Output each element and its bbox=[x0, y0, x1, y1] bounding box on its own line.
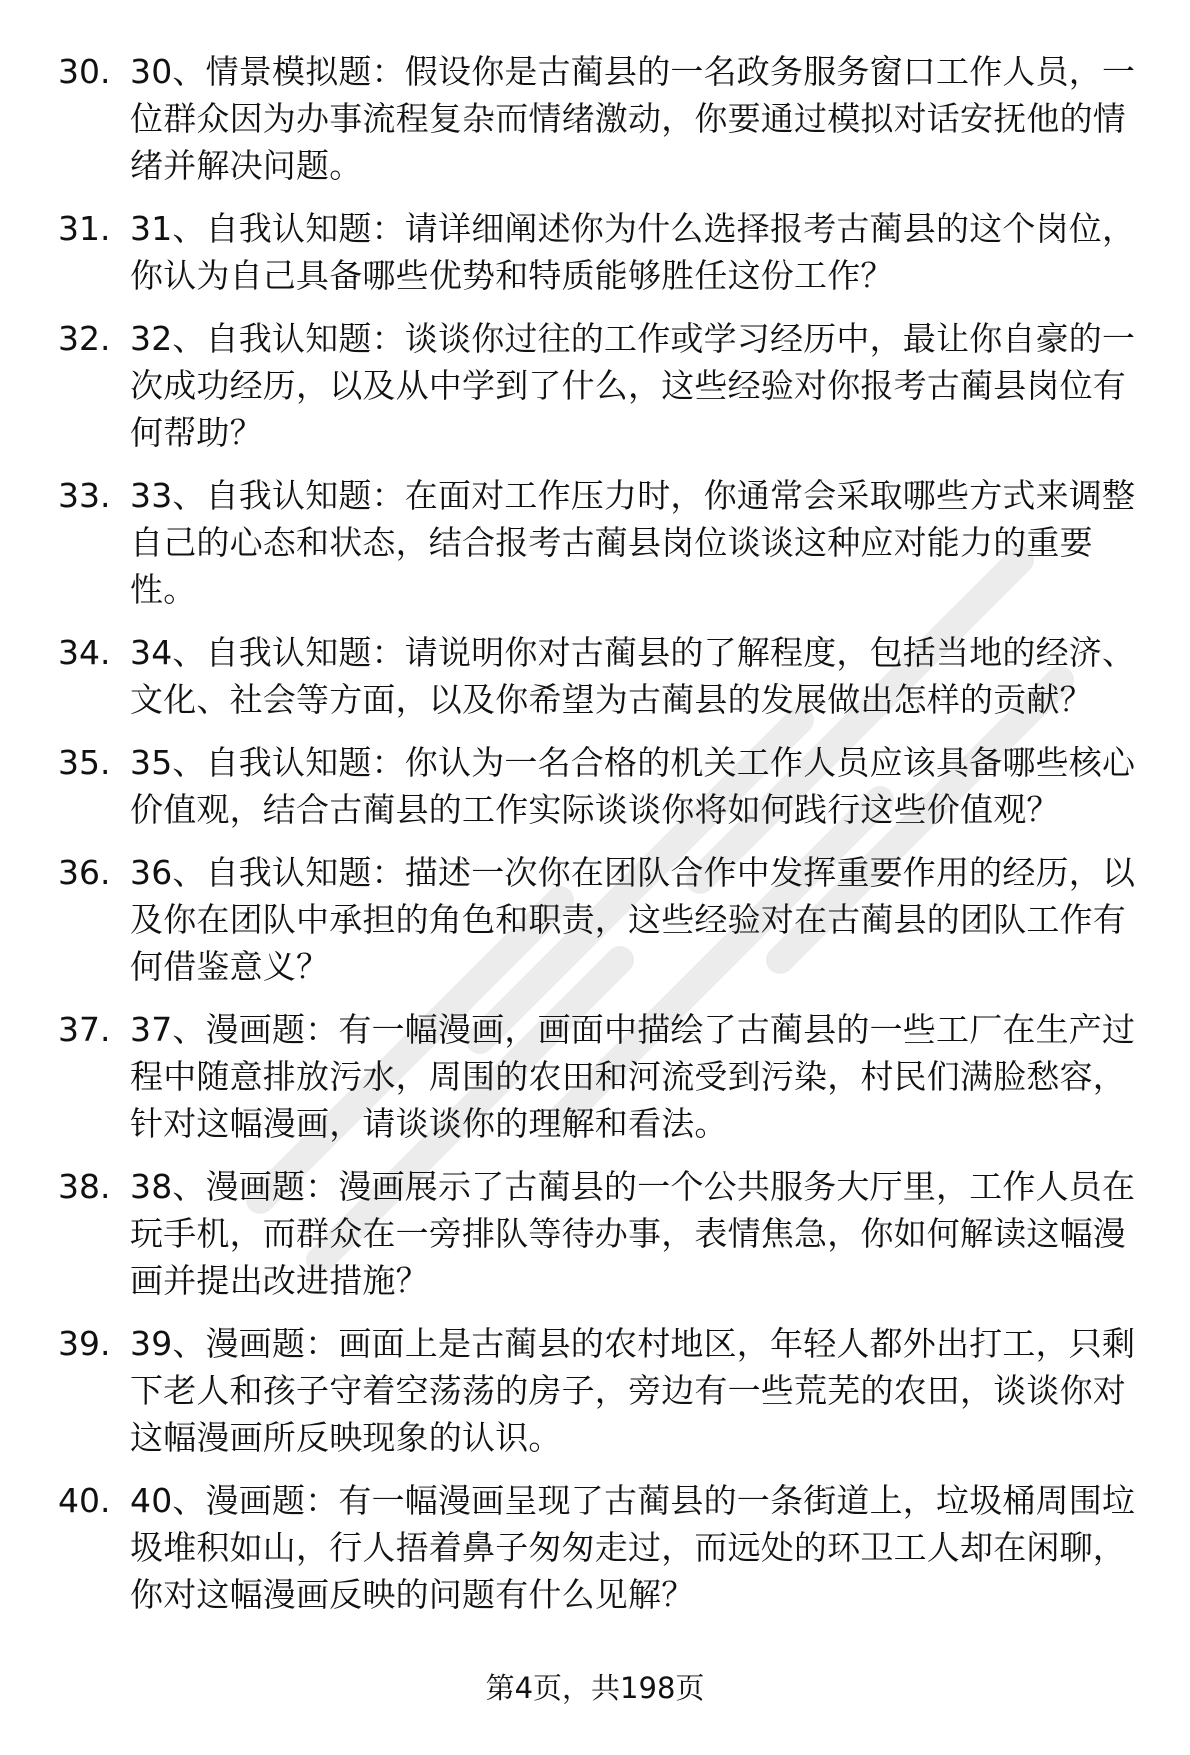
question-item bbox=[58, 629, 1148, 723]
question-item bbox=[58, 1320, 1148, 1461]
question-number: 31. bbox=[58, 209, 111, 248]
question-number: 35. bbox=[58, 743, 111, 782]
question-number: 39. bbox=[58, 1324, 111, 1363]
question-number: 38. bbox=[58, 1167, 111, 1206]
question-text: 39、漫画题：画面上是古蔺县的农村地区，年轻人都外出打工，只剩下老人和孩子守着空荡荡的房子，旁边有一些荒芜的农田，谈谈你对这幅漫画所反映现象的认识。 bbox=[130, 1324, 1136, 1457]
question-number: 33. bbox=[58, 476, 111, 515]
question-text: 40、漫画题：有一幅漫画呈现了古蔺县的一条街道上，垃圾桶周围垃圾堆积如山，行人捂着鼻子匆匆走过，而远处的环卫工人却在闲聊，你对这幅漫画反映的问题有什么见解？ bbox=[130, 1481, 1136, 1614]
question-text: 33、自我认知题：在面对工作压力时，你通常会采取哪些方式来调整自己的心态和状态，结合报考古蔺县岗位谈谈这种应对能力的重要性。 bbox=[130, 476, 1136, 609]
question-number: 40. bbox=[58, 1481, 111, 1520]
question-text: 38、漫画题：漫画展示了古蔺县的一个公共服务大厅里，工作人员在玩手机，而群众在一旁排队等待办事，表情焦急，你如何解读这幅漫画并提出改进措施？ bbox=[130, 1167, 1136, 1300]
question-number: 34. bbox=[58, 633, 111, 672]
question-text: 36、自我认知题：描述一次你在团队合作中发挥重要作用的经历，以及你在团队中承担的角色和职责，这些经验对在古蔺县的团队工作有何借鉴意义？ bbox=[130, 853, 1136, 986]
question-item bbox=[58, 739, 1148, 833]
question-item bbox=[58, 205, 1148, 299]
question-text: 35、自我认知题：你认为一名合格的机关工作人员应该具备哪些核心价值观，结合古蔺县的工作实际谈谈你将如何践行这些价值观？ bbox=[130, 743, 1136, 829]
question-text: 30、情景模拟题：假设你是古蔺县的一名政务服务窗口工作人员，一位群众因为办事流程复杂而情绪激动，你要通过模拟对话安抚他的情绪并解决问题。 bbox=[130, 52, 1136, 185]
question-number: 32. bbox=[58, 319, 111, 358]
question-text: 31、自我认知题：请详细阐述你为什么选择报考古蔺县的这个岗位，你认为自己具备哪些优势和特质能够胜任这份工作？ bbox=[130, 209, 1136, 295]
question-item bbox=[58, 472, 1148, 613]
question-item bbox=[58, 48, 1148, 189]
question-text: 34、自我认知题：请说明你对古蔺县的了解程度，包括当地的经济、文化、社会等方面，以及你希望为古蔺县的发展做出怎样的贡献？ bbox=[130, 633, 1136, 719]
question-item bbox=[58, 1006, 1148, 1147]
question-item bbox=[58, 849, 1148, 990]
page-number: 第4页，共198页 bbox=[485, 1671, 705, 1705]
question-text: 32、自我认知题：谈谈你过往的工作或学习经历中，最让你自豪的一次成功经历，以及从中学到了什么，这些经验对你报考古蔺县岗位有何帮助？ bbox=[130, 319, 1136, 452]
question-text: 37、漫画题：有一幅漫画，画面中描绘了古蔺县的一些工厂在生产过程中随意排放污水，周围的农田和河流受到污染，村民们满脸愁容，针对这幅漫画，请谈谈你的理解和看法。 bbox=[130, 1010, 1136, 1143]
question-item bbox=[58, 315, 1148, 456]
question-number: 30. bbox=[58, 52, 111, 91]
question-number: 36. bbox=[58, 853, 111, 892]
question-number: 37. bbox=[58, 1010, 111, 1049]
question-list bbox=[58, 48, 1148, 1634]
question-item bbox=[58, 1163, 1148, 1304]
question-item bbox=[58, 1477, 1148, 1618]
